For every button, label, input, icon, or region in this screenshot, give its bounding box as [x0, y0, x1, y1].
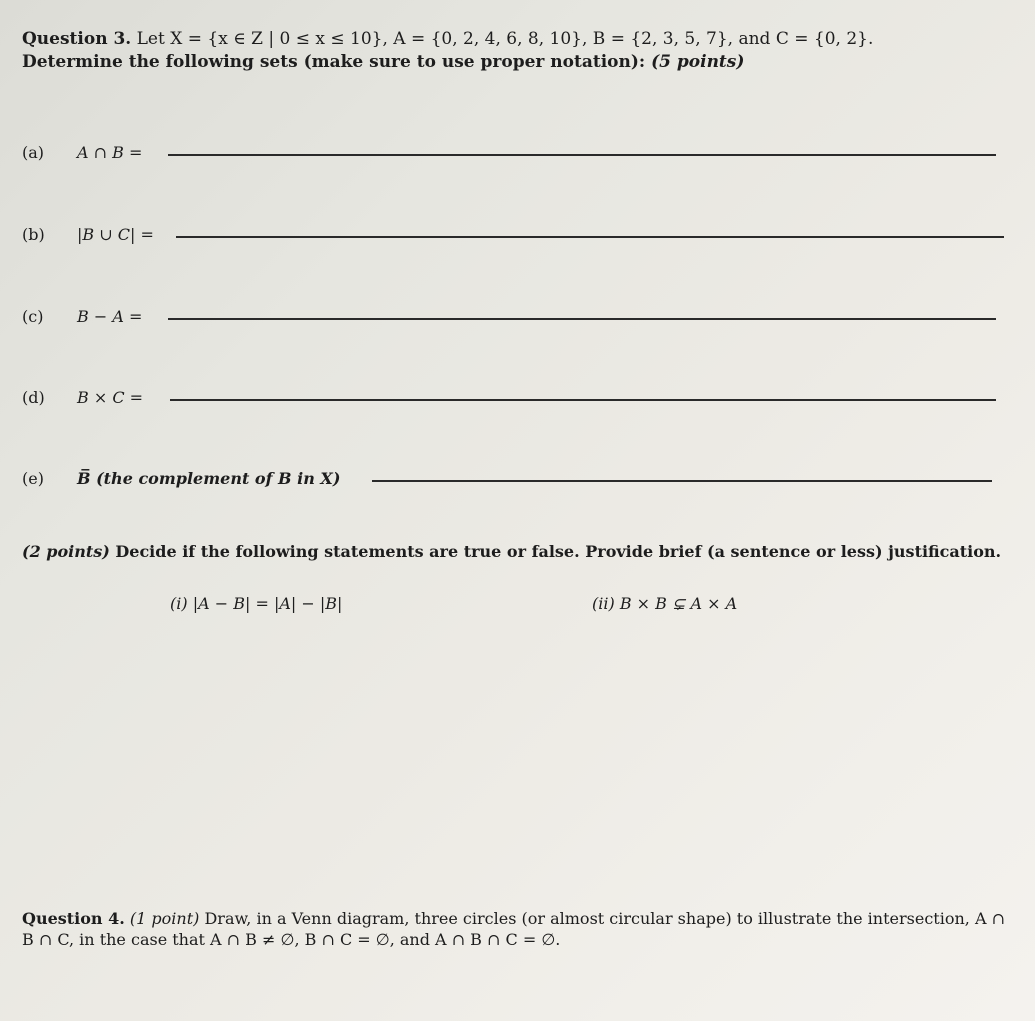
- true-false-text: Decide if the following statements are true or false. Provide brief (a sentence or less) justification.: [109, 542, 1002, 561]
- question-4-text: Draw, in a Venn diagram, three circles (or almost circular shape) to illustrate the intersection, A ∩ B ∩ C, in the case that A ∩ B ≠ ∅, B ∩ C = ∅, and A ∩ B ∩ C = ∅.: [22, 909, 1005, 949]
- part-b-answer-line[interactable]: [176, 236, 1004, 238]
- part-e-label: (e): [22, 469, 44, 488]
- statement-ii-label: (ii): [592, 594, 615, 613]
- part-d-label: (d): [22, 388, 45, 407]
- question-4: [22, 908, 1017, 950]
- part-b-label: (b): [22, 225, 45, 244]
- part-b: [22, 218, 154, 244]
- part-a-label: (a): [22, 143, 45, 162]
- part-c-expression: B − A =: [77, 307, 143, 326]
- statement-i: [170, 594, 342, 613]
- part-c-answer-line[interactable]: [168, 318, 996, 320]
- part-e-expression: B̅ (the complement of B in X): [77, 469, 341, 488]
- part-a-expression: A ∩ B =: [77, 143, 143, 162]
- part-a: [22, 136, 142, 162]
- question-3-instruction: Determine the following sets (make sure to use proper notation):: [22, 52, 652, 72]
- question-3-intro: Let X = {x ∈ Z | 0 ≤ x ≤ 10}, A = {0, 2, 4, 6, 8, 10}, B = {2, 3, 5, 7}, and C = {0, 2}.: [131, 29, 874, 49]
- question-4-label: Question 4.: [22, 909, 125, 928]
- statement-ii-expression: B × B ⊊ A × A: [619, 594, 738, 613]
- statement-i-expression: |A − B| = |A| − |B|: [192, 594, 343, 613]
- question-4-points: (1 point): [129, 909, 200, 928]
- statement-i-label: (i): [170, 594, 188, 613]
- part-a-answer-line[interactable]: [168, 154, 996, 156]
- question-3-points: (5 points): [651, 52, 745, 72]
- true-false-instructions: [22, 542, 1022, 561]
- true-false-points: (2 points): [22, 542, 110, 561]
- part-d-expression: B × C =: [77, 388, 144, 407]
- question-3-label: Question 3.: [22, 29, 132, 49]
- question-3-header: [22, 28, 1022, 74]
- part-c-label: (c): [22, 307, 44, 326]
- part-e: [22, 462, 340, 488]
- statement-ii: [592, 594, 737, 613]
- part-d: [22, 381, 143, 407]
- part-c: [22, 300, 142, 326]
- part-d-answer-line[interactable]: [170, 399, 996, 401]
- part-b-expression: |B ∪ C| =: [77, 225, 154, 244]
- part-e-answer-line[interactable]: [372, 480, 992, 482]
